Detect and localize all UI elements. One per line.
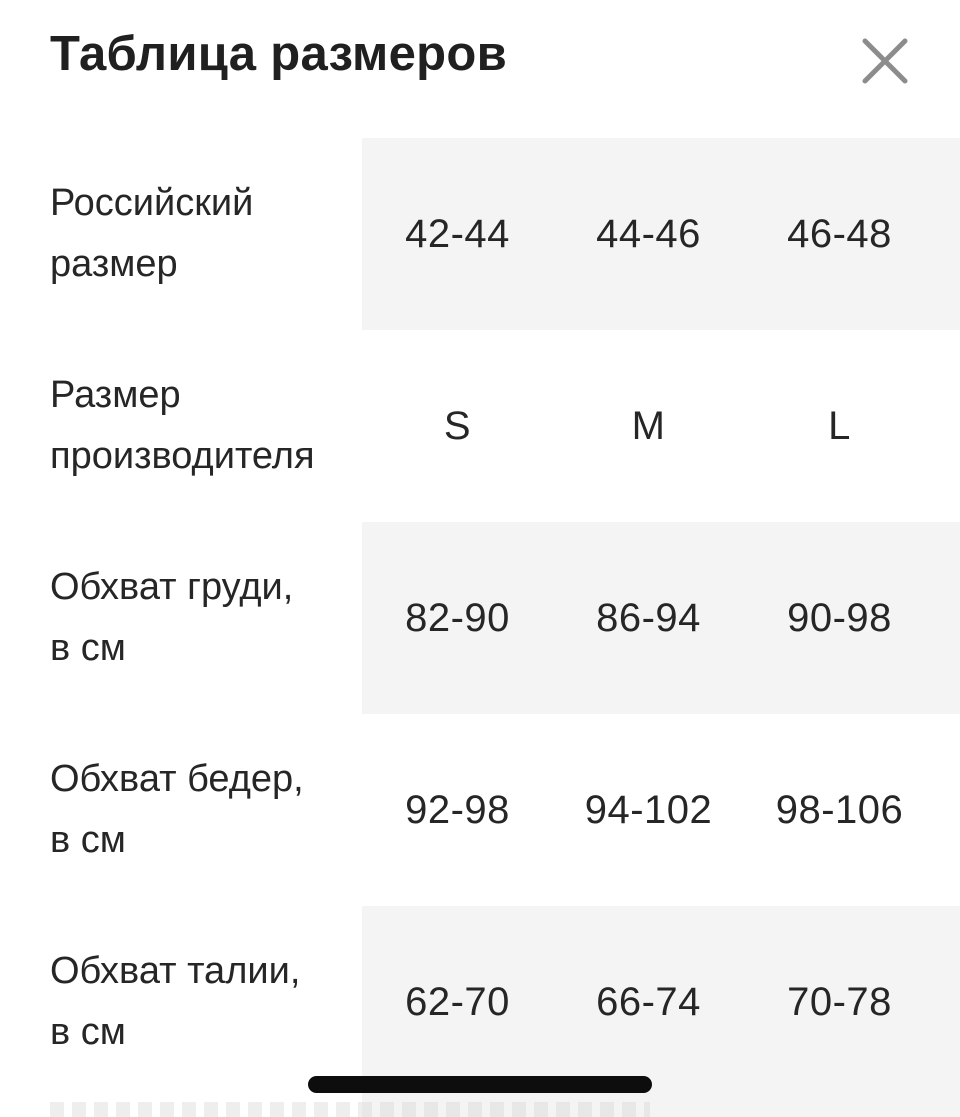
row-label-text: Размер производителя [50, 374, 315, 477]
row-label [0, 906, 362, 1098]
row-cells [362, 906, 960, 1098]
close-icon [858, 34, 912, 88]
table-cell: 98-106 [775, 787, 904, 832]
home-indicator[interactable] [308, 1076, 652, 1093]
row-label [0, 522, 362, 714]
table-row [0, 522, 960, 714]
row-cells [362, 522, 960, 714]
close-button[interactable] [858, 34, 912, 88]
table-cell: 66-74 [596, 979, 701, 1024]
table-row [0, 714, 960, 906]
table-cell: 44-46 [596, 211, 701, 256]
row-label [0, 138, 362, 330]
modal-header [0, 0, 960, 138]
table-cell: M [631, 403, 666, 448]
row-label-text: Обхват талии, в см [50, 950, 301, 1053]
table-cell: 86-94 [596, 595, 701, 640]
table-cell: 62-70 [405, 979, 510, 1024]
row-cells [362, 330, 960, 522]
table-cell: L [828, 403, 851, 448]
size-table [0, 138, 960, 1098]
table-cell: 92-98 [405, 787, 510, 832]
table-cell: 82-90 [405, 595, 510, 640]
table-cell: S [443, 403, 472, 448]
page-title: Таблица размеров [50, 27, 508, 81]
row-label-text: Обхват бедер, в см [50, 758, 304, 861]
table-row [0, 330, 960, 522]
row-cells [362, 714, 960, 906]
row-label-text: Обхват груди, в см [50, 566, 294, 669]
table-cell: 90-98 [787, 595, 892, 640]
table-cell: 70-78 [787, 979, 892, 1024]
table-cell: 46-48 [787, 211, 892, 256]
row-label-text: Российский размер [50, 182, 254, 285]
row-label [0, 330, 362, 522]
table-row [0, 138, 960, 330]
row-cells [362, 138, 960, 330]
table-cell: 42-44 [405, 211, 510, 256]
cut-off-row-text [50, 1102, 650, 1117]
table-row [0, 906, 960, 1098]
row-label [0, 714, 362, 906]
table-cell: 94-102 [584, 787, 713, 832]
